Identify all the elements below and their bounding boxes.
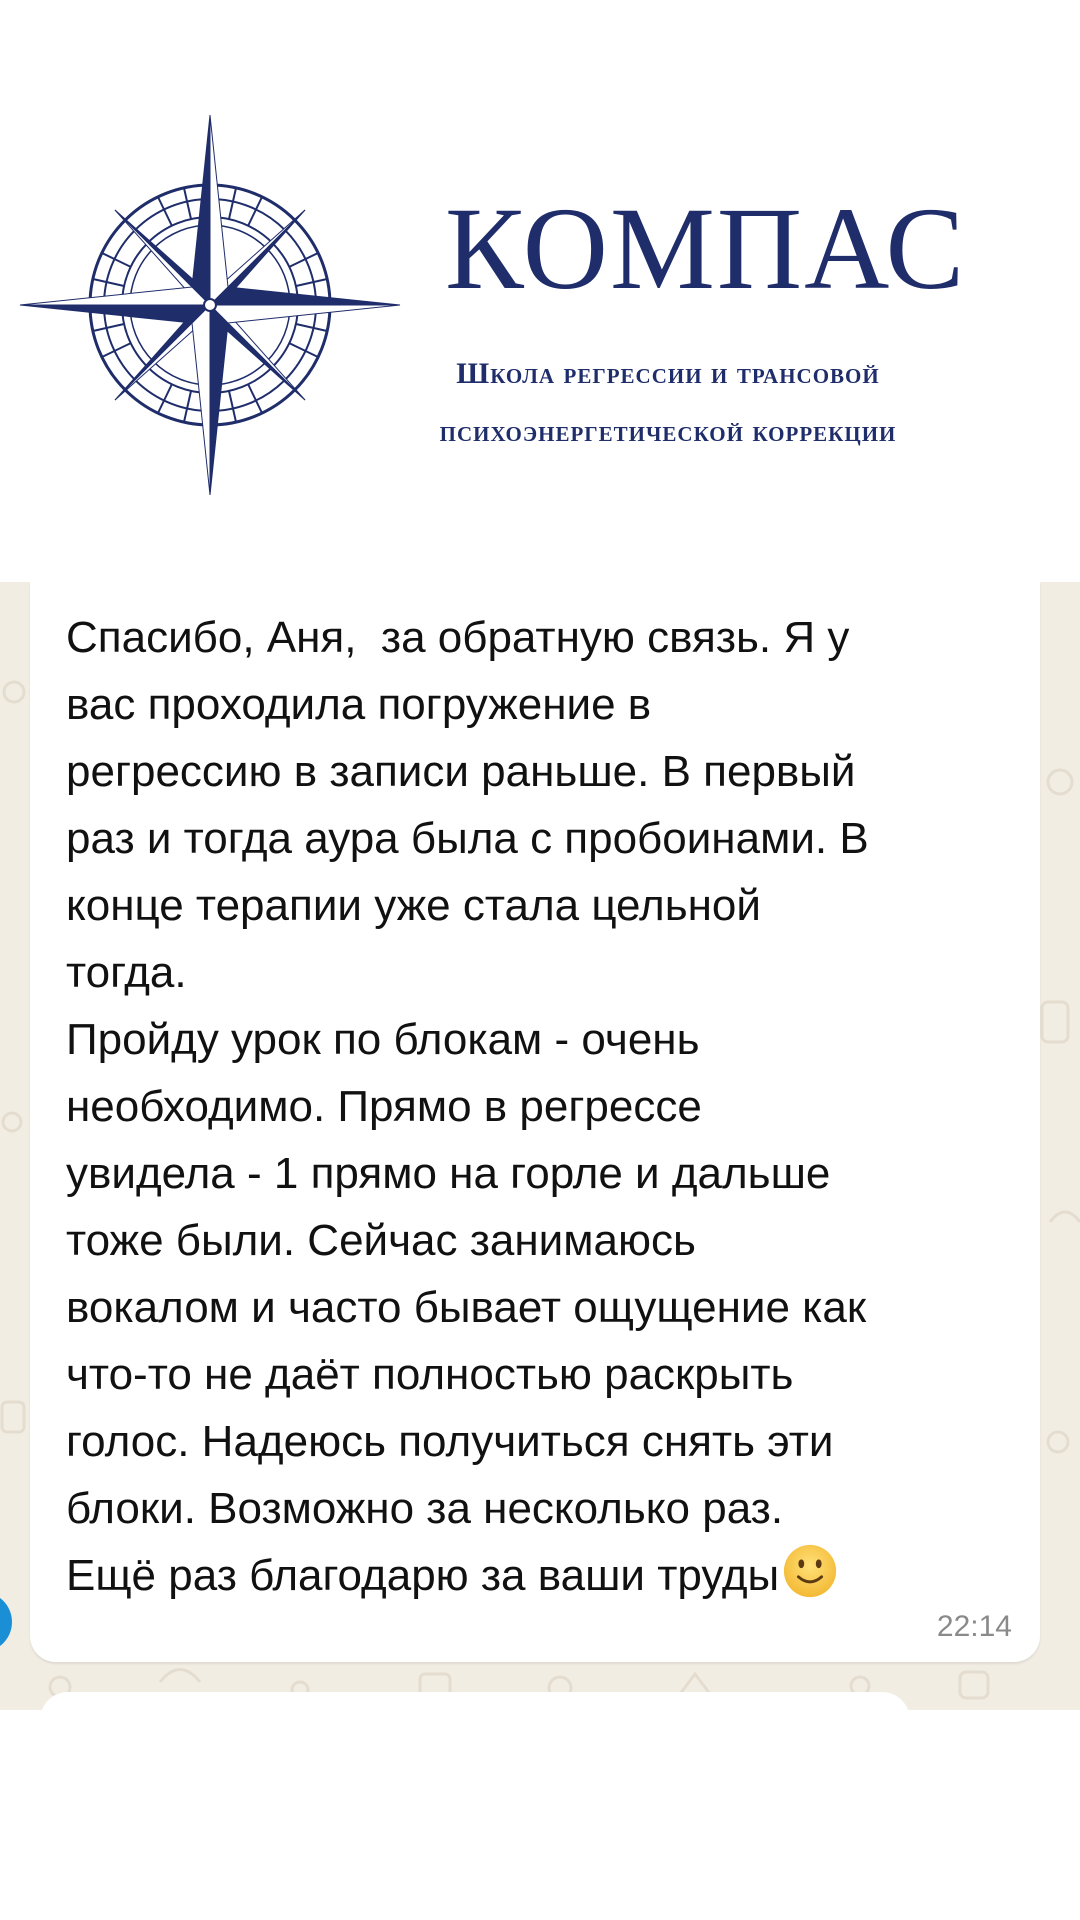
- next-message-bubble[interactable]: [40, 1692, 910, 1710]
- brand-subtitle: [348, 345, 988, 461]
- message-body: Спасибо, Аня, за обратную связь. Я у вас проходила погружение в регрессию в записи раньше. В первый раз и тогда аура была с пробоинами. В конце терапии уже стала цельной тогда. Пройду урок по блокам - очень необходимо. Прямо в регрессе увидела - 1 прямо на горле и дальше тоже были. Сейчас занимаюсь вокалом и часто бывает ощущение как что-то не даёт полностью раскрыть голос. Надеюсь получиться снять эти блоки. Возможно за несколько раз. Ещё раз благодарю за ваши труды: [66, 613, 869, 1600]
- message-timestamp: 22:14: [936, 1610, 1012, 1643]
- message-bubble[interactable]: [30, 582, 1040, 1662]
- slightly-smiling-face-icon: [781, 1542, 839, 1600]
- bottom-area: [0, 1710, 1080, 1920]
- brand-subtitle-line-1: Школа регрессии и трансовой: [456, 357, 880, 390]
- chat-background: [0, 582, 1080, 1710]
- brand-title: КОМПАС: [445, 183, 967, 314]
- header-banner: [0, 0, 1080, 580]
- message-text: [66, 604, 1026, 1609]
- brand-subtitle-line-2: психоэнергетической коррекции: [439, 415, 897, 448]
